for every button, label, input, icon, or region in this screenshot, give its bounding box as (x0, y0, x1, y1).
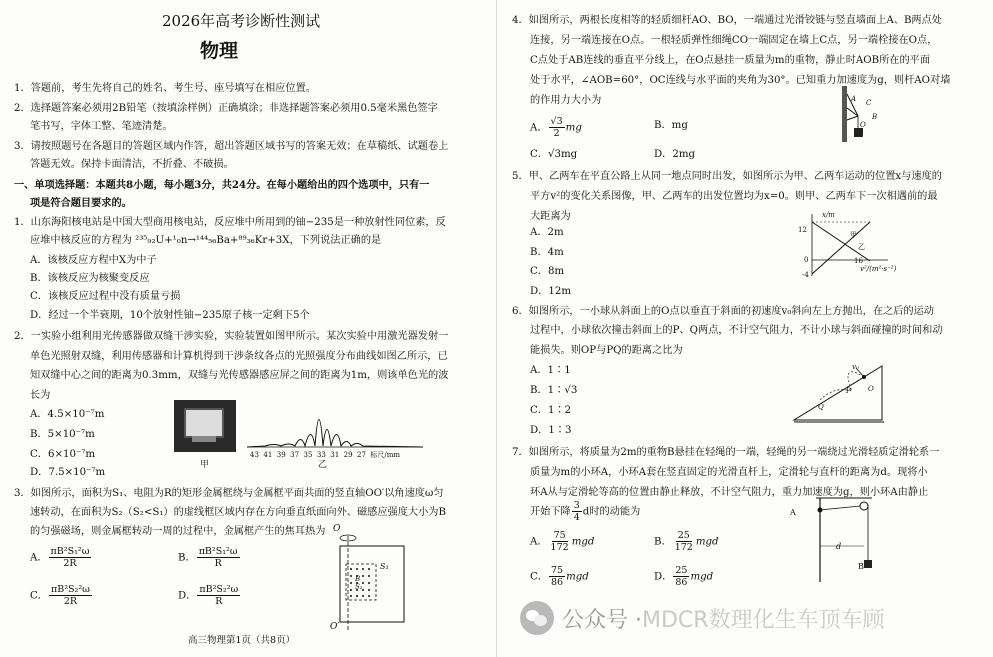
q3-option-c (30, 584, 93, 607)
q2-option-b: B．5×10⁻⁷m (30, 429, 95, 440)
q4-stem-4: 处于水平，∠AOB=60°，OC连线与水平面的夹角为30°。已知重力加速度为g，则杆AO对墙 (530, 75, 951, 86)
q3-metal-frame (340, 546, 404, 622)
q3-option-den: 2R (63, 558, 77, 569)
q6-label-v0: v₀ (852, 363, 859, 371)
q3-label-s2: S₂ (355, 583, 363, 591)
q7-label-b: B (858, 562, 864, 571)
q7-option-d (654, 565, 713, 588)
q7-stem-4 (530, 500, 640, 523)
q6-stem-2: 过程中，小球依次撞击斜面上的P、Q两点，不计空气阻力，不计小球与斜面碰撞的时间和动 (530, 325, 943, 336)
q7-option-den: 86 (675, 577, 688, 588)
q3-option-den: 2R (63, 596, 78, 607)
q5-option-c: C．8m (530, 266, 565, 277)
q5-y-tick-zero: 0 (804, 256, 809, 264)
q7-option-unit: mgd (695, 536, 719, 548)
q7-option-num: 25 (675, 565, 688, 576)
q4-option-a-unit: mg (565, 122, 582, 134)
q3-label-s1: S₁ (380, 562, 389, 571)
q7-option-den: 172 (674, 542, 693, 553)
q7-ring-a (818, 508, 823, 513)
q3-option-num: πB²S₂²ω (50, 584, 90, 595)
q7-stem-1: 7．如图所示，将质量为2m的重物B悬挂在轻绳的一端，轻绳的另一端绕过光滑轻质定滑轮系一 (512, 447, 940, 458)
page-footer: 高三物理第1页（共8页） (188, 635, 296, 646)
q7-frac-den: 4 (573, 512, 580, 523)
q2-option-a: A．4.5×10⁻⁷m (30, 409, 105, 420)
exam-title: 2026年高考诊断性测试 (162, 12, 321, 30)
q2-axis-unit: 标尺/mm (370, 451, 401, 459)
q1-stem-2: 应堆中核反应的方程为 ²³⁵₉₂U+¹₀n→¹⁴⁴₅₆Ba+⁸⁹₃₆Kr+3X，下列说法正确的是 (30, 235, 382, 246)
note-3: 3．请按照题号在各题目的答题区域内作答，超出答题区域书写的答案无效；在草稿纸、试题卷上 (14, 141, 449, 152)
q5-label-jia: 甲 (850, 231, 857, 239)
q4-option-c: C．√3mg (530, 149, 578, 160)
q4-stem-2: 连接，另一端连接在O点。一根轻质弹性细绳CO一端固定在墙上C点，另一端栓接在O点， (530, 35, 938, 46)
q3-option-num: πB²S₁²ω (198, 546, 238, 557)
q7-weight-b (864, 560, 872, 568)
q7-option-unit: mgd (566, 571, 589, 583)
q4-option-d: D．2mg (654, 149, 696, 160)
note-3-cont: 答题无效。保持卡面清洁，不折叠、不破损。 (30, 159, 234, 170)
pulley-icon (860, 502, 868, 510)
q1-option-d: D．经过一个半衰期，10个放射性铀−235原子核一定剩下5个 (30, 310, 310, 321)
q2-fig-a-label: 甲 (200, 460, 210, 470)
q4-rod-bo (847, 116, 858, 120)
q4-stem-1: 4．如图所示，两根长度相等的轻质细杆AO、BO，一端通过光滑铰链与竖直墙面上A、B两点处 (512, 15, 942, 26)
q4-label-m: m (862, 134, 868, 141)
q6-stem-3: 能损失。则OP与PQ的距离之比为 (530, 345, 683, 356)
q6-trajectory (820, 372, 864, 400)
q3-option-num: πB²S₁²ω (50, 546, 90, 557)
q7-option-num: 75 (553, 530, 566, 541)
q4-stem-3: C点处于AB连线的垂直平分线上，在O点悬挂一质量为m的重物，静止时AOB所在的平面 (530, 55, 931, 66)
q5-option-b: B．4m (530, 247, 564, 258)
watermark (520, 600, 885, 636)
q5-x-label: v²/(m²·s⁻²) (860, 265, 897, 273)
q6-ball (862, 375, 866, 379)
q3-option-letter: B． (178, 552, 196, 564)
q7-option-unit: mgd (571, 536, 595, 548)
note-1: 1．答题前，考生先将自己的姓名、考生号、座号填写在相应位置。 (14, 83, 316, 94)
q1-option-c: C．该核反应过程中没有质量亏损 (30, 291, 181, 302)
q3-option-den: R (214, 558, 222, 569)
q7-rope-top (820, 506, 860, 510)
q2-tick: 27 (357, 451, 366, 459)
right-column (500, 0, 993, 657)
q7-option-num: 75 (550, 565, 564, 576)
q2-tick: 35 (303, 451, 313, 459)
section-heading-cont: 项是符合题目要求的。 (30, 197, 132, 209)
q5-y-tick-neg: -4 (802, 271, 809, 279)
q2-tick: 29 (343, 451, 353, 459)
q5-y-tick-top: 12 (798, 226, 807, 234)
q7-frac-num: 3 (573, 500, 580, 511)
left-column (0, 0, 492, 657)
q3-stem-2: 速转动，在面积为S₂（S₂<S₁）的虚线框区域内存在方向垂直纸面向外、磁感应强度大小为B (30, 507, 446, 518)
q7-stem-4-pre: 开始下降 (530, 506, 571, 518)
q6-option-c: C．1∶2 (530, 405, 572, 416)
q2-tick: 31 (330, 451, 340, 459)
q7-option-unit: mgd (690, 571, 714, 583)
q2-stem-1: 2．一实验小组利用光传感器做双缝干涉实验，实验装置如图甲所示。某次实验中用激光器发射一 (14, 331, 449, 342)
subject-title: 物理 (200, 40, 239, 62)
q2-stem-3: 知双缝中心之间的距离为0.3mm，双缝与光传感器感应屏之间的距离为1m，则该单色光的波 (30, 370, 449, 381)
q7-label-a: A (790, 508, 796, 517)
q4-option-b: B．mg (654, 120, 688, 131)
q7-option-a (530, 530, 594, 553)
q3-stem-1: 3．如图所示，面积为S₁、电阻为R的矩形金属框绕与金属框平面共面的竖直轴OO′以角速度ω匀 (14, 488, 444, 499)
q3-option-letter: C． (30, 590, 48, 602)
q7-stem-2: 质量为m的小环A，小环A套在竖直固定的光滑直杆上，定滑轮与直杆的距离为d。现将小 (530, 467, 928, 478)
q1-option-a: A．该核反应方程中X为中子 (30, 255, 157, 266)
q4-stem-5: 的作用力大小为 (530, 95, 602, 106)
monitor-icon (184, 408, 224, 438)
q7-stem-3: 环A从与定滑轮等高的位置由静止释放，不计空气阻力，重力加速度为g，则小环A由静止 (530, 487, 929, 498)
q7-option-b (654, 530, 719, 553)
q2-tick: 43 (250, 451, 259, 459)
q6-figure (790, 362, 890, 424)
keyboard-icon (192, 436, 216, 442)
q3-label-b: B (355, 575, 361, 583)
q3-label-o-prime: O′ (330, 622, 340, 632)
q2-tick: 39 (276, 451, 286, 459)
q2-stem-4: 长为 (30, 390, 51, 401)
q3-option-num: πB²S₂²ω (199, 584, 239, 595)
q2-tick: 33 (316, 451, 326, 459)
note-2-cont: 笔书写，字体工整、笔迹清楚。 (30, 121, 173, 132)
q1-stem-1: 1．山东海阳核电站是中国大型商用核电站，反应堆中所用到的铀−235是一种放射性同位素，反 (14, 217, 446, 228)
q7-option-letter: C． (530, 571, 548, 583)
q5-stem-2: 平方v²的变化关系图像，甲、乙两车的出发位置均为x=0。则甲、乙两车下一次相遇前的最 (530, 191, 938, 202)
q6-stem-1: 6．如图所示，一小球从斜面上的O点以垂直于斜面的初速度v₀斜向左上方抛出，在之后的运动 (512, 306, 934, 317)
q2-setup-photo (174, 400, 236, 452)
q3-option-den: R (215, 596, 223, 607)
q4-option-a-num: √3 (550, 116, 563, 127)
q7-option-letter: A． (530, 536, 548, 548)
q4-wall (842, 86, 847, 142)
q6-option-b: B．1∶√3 (530, 385, 578, 396)
q7-option-den: 86 (550, 577, 564, 588)
q6-label-p: P (846, 387, 851, 395)
q5-option-d: D．12m (530, 286, 571, 297)
q4-label-c: C (866, 99, 872, 107)
q4-label-a: A (851, 95, 857, 103)
q2-option-c: C．6×10⁻⁷m (30, 449, 96, 460)
q2-tick: 37 (290, 451, 300, 459)
watermark-text: 公众号 · (562, 607, 642, 633)
q6-label-q: Q (818, 403, 824, 411)
q7-option-letter: B． (654, 536, 672, 548)
q5-stem-3: 大距离为 (530, 211, 571, 222)
q6-label-o: O (868, 385, 874, 393)
q2-option-d: D．7.5×10⁻⁷m (30, 467, 106, 478)
q5-y-label: x/m (822, 211, 835, 219)
q2-tick: 41 (263, 451, 273, 459)
q5-x-tick: 16 (854, 257, 863, 265)
watermark-tail: MDCR数理化生车顶车顾 (642, 607, 885, 633)
q7-option-num: 25 (677, 530, 690, 541)
column-divider (496, 0, 497, 657)
q4-label-b: B (872, 113, 878, 121)
q4-label-o: O (860, 121, 866, 129)
wechat-icon (520, 601, 554, 635)
q3-option-d (178, 584, 241, 607)
q4-option-a-den: 2 (553, 128, 560, 139)
q6-option-a: A．1∶1 (530, 365, 571, 376)
q7-option-letter: D． (654, 571, 673, 583)
q5-label-yi: 乙 (858, 243, 865, 251)
q3-option-b (178, 546, 241, 569)
note-2: 2．选择题答案必须用2B铅笔（按填涂样例）正确填涂；非选择题答案必须用0.5毫米黑色签字 (14, 103, 438, 114)
q7-option-c (530, 565, 589, 588)
q3-stem-3: 的匀强磁场，则金属框转动一周的过程中，金属框产生的焦耳热为 (30, 526, 326, 537)
q5-option-a: A．2m (530, 227, 564, 238)
q3-option-letter: A． (30, 552, 48, 564)
q4-option-a (530, 116, 582, 139)
q3-option-letter: D． (178, 590, 197, 602)
q2-stem-2: 单色光照射双缝，利用传感器和计算机得到干涉条纹各点的光照强度分布曲线如图乙所示，已 (30, 351, 448, 362)
q7-label-d: d (836, 542, 842, 551)
section-heading: 一、单项选择题：本题共8小题，每小题3分，共24分。在每小题给出的四个选项中，只有一 (14, 179, 430, 191)
q7-option-den: 172 (550, 542, 569, 553)
q5-stem-1: 5．甲、乙两车在平直公路上从同一地点同时出发，如图所示为甲、乙两车运动的位置x与速度的 (512, 171, 942, 182)
q3-option-a (30, 546, 92, 569)
q2-fig-b-label: 乙 (318, 460, 328, 470)
q1-option-b: B．该核反应为核聚变反应 (30, 273, 150, 284)
q6-option-d: D．1∶3 (530, 425, 572, 436)
q7-stem-4-post: d时的动能为 (582, 506, 641, 518)
q3-label-o: O (333, 524, 341, 534)
q4-option-letter: A． (530, 122, 548, 134)
q2-curve (247, 420, 423, 448)
